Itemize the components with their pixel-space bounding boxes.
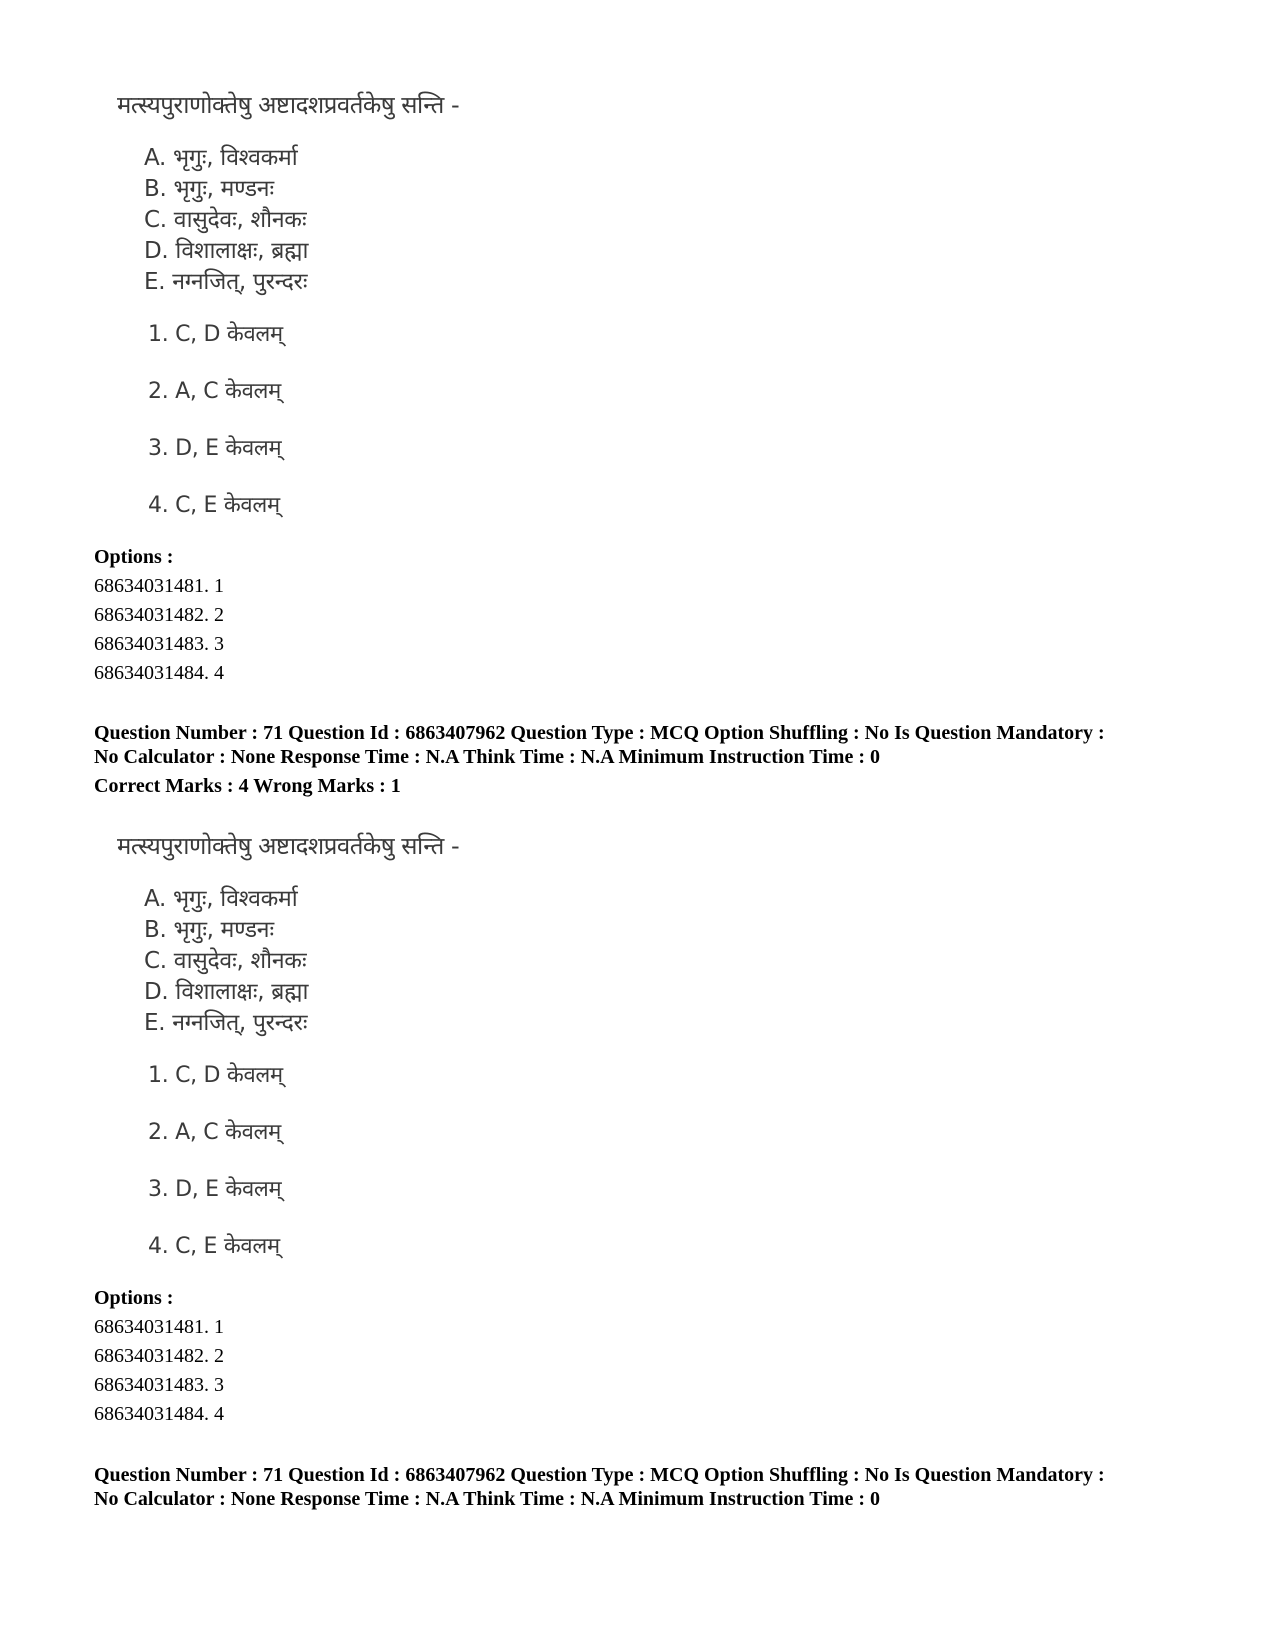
statement-a: A. भृगुः, विश्वकर्मा bbox=[144, 145, 298, 171]
option-1: 68634031481. 1 bbox=[94, 1316, 224, 1338]
option-2: 68634031482. 2 bbox=[94, 1345, 224, 1367]
statement-b: B. भृगुः, मण्डनः bbox=[144, 917, 274, 943]
next-question-meta-line1: Question Number : 71 Question Id : 6863407962 Question Type : MCQ Option Shuffling : No Is Question Mandatory : bbox=[94, 1464, 1105, 1486]
statement-b: B. भृगुः, मण्डनः bbox=[144, 176, 274, 202]
question-stem: मत्स्यपुराणोक्तेषु अष्टादशप्रवर्तकेषु सन्ति - bbox=[117, 832, 460, 860]
statement-d: D. विशालाक्षः, ब्रह्मा bbox=[144, 238, 309, 264]
next-question-meta-line2: No Calculator : None Response Time : N.A Think Time : N.A Minimum Instruction Time : 0 bbox=[94, 1488, 880, 1510]
choice-1: 1. C, D केवलम् bbox=[148, 1063, 283, 1088]
statement-c: C. वासुदेवः, शौनकः bbox=[144, 948, 307, 974]
question-marks: Correct Marks : 4 Wrong Marks : 1 bbox=[94, 775, 401, 797]
statement-c: C. वासुदेवः, शौनकः bbox=[144, 207, 307, 233]
statement-a: A. भृगुः, विश्वकर्मा bbox=[144, 886, 298, 912]
options-label: Options : bbox=[94, 1287, 174, 1309]
choice-1: 1. C, D केवलम् bbox=[148, 322, 283, 347]
statement-d: D. विशालाक्षः, ब्रह्मा bbox=[144, 979, 309, 1005]
option-1: 68634031481. 1 bbox=[94, 575, 224, 597]
choice-4: 4. C, E केवलम् bbox=[148, 1234, 280, 1259]
option-2: 68634031482. 2 bbox=[94, 604, 224, 626]
question-meta-line2: No Calculator : None Response Time : N.A Think Time : N.A Minimum Instruction Time : 0 bbox=[94, 746, 880, 768]
statement-e: E. नग्नजित्, पुरन्दरः bbox=[144, 269, 308, 295]
choice-2: 2. A, C केवलम् bbox=[148, 1120, 281, 1145]
choice-3: 3. D, E केवलम् bbox=[148, 436, 282, 461]
choice-2: 2. A, C केवलम् bbox=[148, 379, 281, 404]
choice-4: 4. C, E केवलम् bbox=[148, 493, 280, 518]
option-3: 68634031483. 3 bbox=[94, 1374, 224, 1396]
question-meta-line1: Question Number : 71 Question Id : 6863407962 Question Type : MCQ Option Shuffling : No Is Question Mandatory : bbox=[94, 722, 1105, 744]
option-3: 68634031483. 3 bbox=[94, 633, 224, 655]
question-stem: मत्स्यपुराणोक्तेषु अष्टादशप्रवर्तकेषु सन्ति - bbox=[117, 91, 460, 119]
option-4: 68634031484. 4 bbox=[94, 662, 224, 684]
option-4: 68634031484. 4 bbox=[94, 1403, 224, 1425]
choice-3: 3. D, E केवलम् bbox=[148, 1177, 282, 1202]
options-label: Options : bbox=[94, 546, 174, 568]
statement-e: E. नग्नजित्, पुरन्दरः bbox=[144, 1010, 308, 1036]
